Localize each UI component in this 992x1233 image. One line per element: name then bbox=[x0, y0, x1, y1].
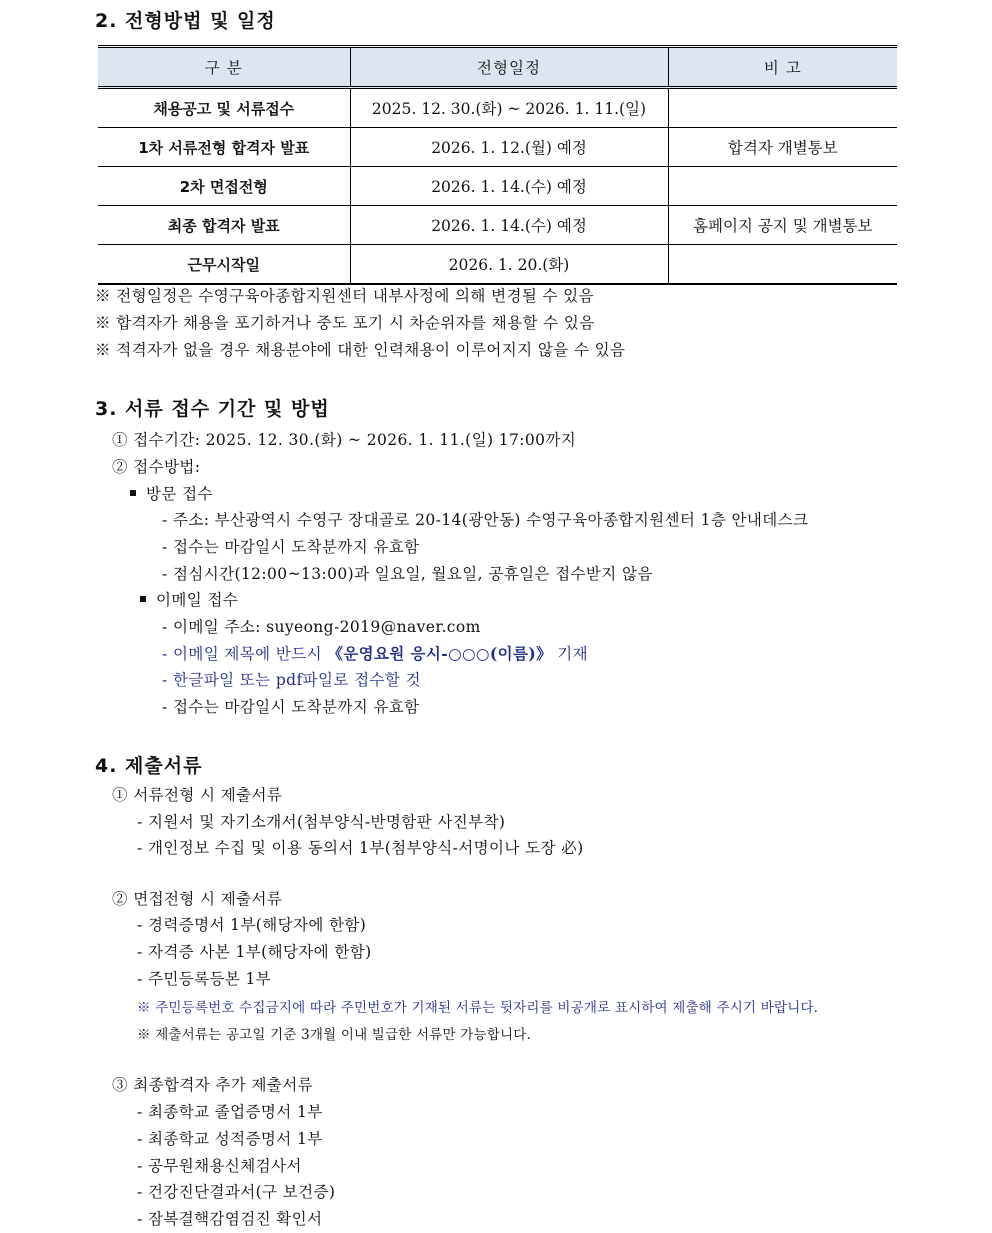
email-deadline: - 접수는 마감일시 도착분까지 유효함 bbox=[162, 698, 420, 716]
list-item: - 주민등록등본 1부 bbox=[137, 970, 272, 988]
list-item: - 개인정보 수집 및 이용 동의서 1부(첨부양식-서명이나 도장 必) bbox=[137, 839, 584, 857]
email-label: 이메일 접수 bbox=[156, 591, 239, 609]
list-item: - 최종학교 성적증명서 1부 bbox=[137, 1130, 323, 1148]
email-subject-rule bbox=[162, 642, 588, 664]
email-subject-prefix: - 이메일 제목에 반드시 bbox=[162, 645, 328, 663]
table-row bbox=[98, 167, 897, 206]
date-cell: 2026. 1. 20.(화) bbox=[350, 245, 668, 285]
header-schedule: 전형일정 bbox=[350, 47, 668, 88]
date-cell: 2025. 12. 30.(화) ~ 2026. 1. 11.(일) bbox=[350, 88, 668, 128]
stage-cell: 1차 서류전형 합격자 발표 bbox=[98, 128, 350, 167]
schedule-note: ※ 전형일정은 수영구육아종합지원센터 내부사정에 의해 변경될 수 있음 bbox=[95, 287, 595, 305]
application-method: ② 접수방법: bbox=[112, 458, 201, 476]
list-item: - 지원서 및 자기소개서(첨부양식-반명함판 사진부착) bbox=[137, 813, 506, 831]
list-item: - 접수는 마감일시 도착분까지 유효함 bbox=[162, 538, 420, 556]
note-cell bbox=[668, 88, 897, 128]
final-docs-label: ③ 최종합격자 추가 제출서류 bbox=[112, 1076, 313, 1094]
date-cell: 2026. 1. 12.(월) 예정 bbox=[350, 128, 668, 167]
visit-label: 방문 접수 bbox=[146, 485, 213, 503]
table-row bbox=[98, 245, 897, 285]
header-category: 구 분 bbox=[98, 47, 350, 88]
list-item: - 공무원채용신체검사서 bbox=[137, 1157, 302, 1175]
header-remarks: 비 고 bbox=[668, 47, 897, 88]
list-item: - 경력증명서 1부(해당자에 한함) bbox=[137, 916, 367, 934]
section-4-title: 4. 제출서류 bbox=[95, 755, 203, 777]
stage-cell: 근무시작일 bbox=[98, 245, 350, 285]
table-row bbox=[98, 206, 897, 245]
schedule-note: ※ 적격자가 없을 경우 채용분야에 대한 인력채용이 이루어지지 않을 수 있음 bbox=[95, 341, 626, 359]
date-cell: 2026. 1. 14.(수) 예정 bbox=[350, 206, 668, 245]
doc-screening-label: ① 서류전형 시 제출서류 bbox=[112, 786, 283, 804]
schedule-table bbox=[98, 45, 897, 285]
list-item: - 주소: 부산광역시 수영구 장대골로 20-14(광안동) 수영구육아종합지원센터 1층 안내데스크 bbox=[162, 511, 809, 529]
table-row bbox=[98, 128, 897, 167]
application-period: ① 접수기간: 2025. 12. 30.(화) ~ 2026. 1. 11.(일) 17:00까지 bbox=[112, 431, 577, 449]
note-cell: 홈페이지 공지 및 개별통보 bbox=[668, 206, 897, 245]
list-item: - 최종학교 졸업증명서 1부 bbox=[137, 1103, 323, 1121]
list-item: - 건강진단결과서(구 보건증) bbox=[137, 1183, 336, 1201]
square-bullet-icon bbox=[130, 490, 136, 496]
resident-number-notice: ※ 주민등록번호 수집금지에 따라 주민번호가 기재된 서류는 뒷자리를 비공개로 표시하여 제출해 주시기 바랍니다. bbox=[137, 1000, 819, 1016]
list-item: - 자격증 사본 1부(해당자에 한함) bbox=[137, 943, 372, 961]
interview-label: ② 면접전형 시 제출서류 bbox=[112, 890, 283, 908]
stage-cell: 채용공고 및 서류접수 bbox=[98, 88, 350, 128]
section-2-title: 2. 전형방법 및 일정 bbox=[95, 10, 276, 32]
email-subject-suffix: 기재 bbox=[551, 645, 589, 663]
note-cell bbox=[668, 245, 897, 285]
email-heading bbox=[140, 588, 238, 610]
email-subject-format: 《운영요원 응시-○○○(이름)》 bbox=[327, 644, 552, 663]
schedule-header-row bbox=[98, 47, 897, 88]
issue-date-notice: ※ 제출서류는 공고일 기준 3개월 이내 빌급한 서류만 가능합니다. bbox=[137, 1027, 531, 1043]
table-row bbox=[98, 88, 897, 128]
square-bullet-icon bbox=[140, 596, 146, 602]
schedule-note: ※ 합격자가 채용을 포기하거나 중도 포기 시 차순위자를 채용할 수 있음 bbox=[95, 314, 595, 332]
date-cell: 2026. 1. 14.(수) 예정 bbox=[350, 167, 668, 206]
list-item: - 잠복결핵감염검진 확인서 bbox=[137, 1210, 323, 1228]
email-file-rule: - 한글파일 또는 pdf파일로 접수할 것 bbox=[162, 671, 421, 689]
note-cell: 합격자 개별통보 bbox=[668, 128, 897, 167]
email-address: - 이메일 주소: suyeong-2019@naver.com bbox=[162, 618, 481, 636]
list-item: - 점심시간(12:00~13:00)과 일요일, 월요일, 공휴일은 접수받지 않음 bbox=[162, 565, 653, 583]
stage-cell: 최종 합격자 발표 bbox=[98, 206, 350, 245]
note-cell bbox=[668, 167, 897, 206]
section-3-title: 3. 서류 접수 기간 및 방법 bbox=[95, 398, 330, 420]
stage-cell: 2차 면접전형 bbox=[98, 167, 350, 206]
visit-heading bbox=[130, 482, 213, 504]
